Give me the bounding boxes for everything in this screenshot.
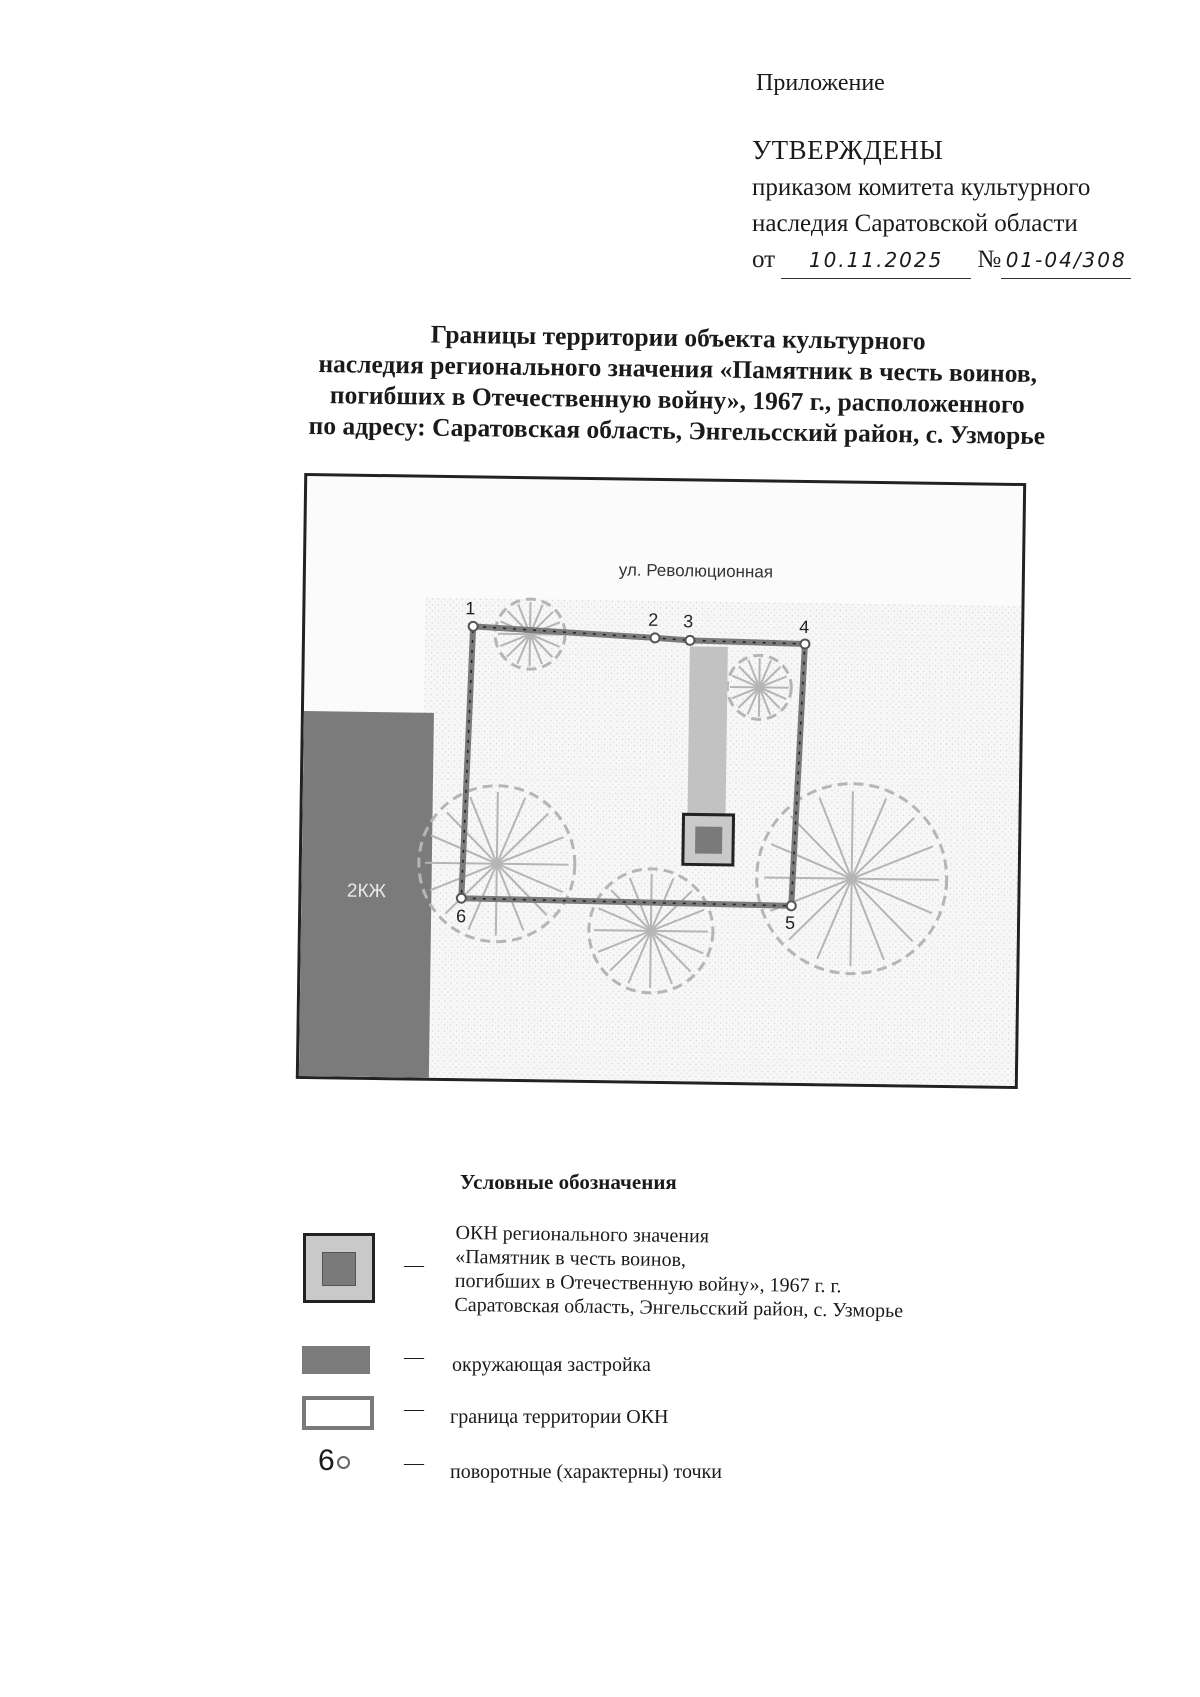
title-line-3: погибших в Отечественную войну», 1967 г., расположенного (329, 380, 1025, 419)
turning-point-5-label: 5 (784, 912, 796, 933)
legend-point-sample: 6 (318, 1444, 335, 1477)
number-prefix: № (977, 246, 1002, 273)
title-line-1: Границы территории объекта культурного (430, 319, 926, 356)
turning-point-4-label: 4 (799, 616, 810, 638)
legend-boundary-text: граница территории ОКН (450, 1406, 669, 1428)
legend-okn-swatch-core (322, 1252, 356, 1286)
legend-dash-3: — (404, 1398, 424, 1420)
turning-point-1-label: 1 (465, 598, 476, 619)
date-prefix: от (752, 246, 776, 273)
number-handwritten: 01-04/308 (1005, 248, 1127, 272)
turning-point-6-marker (457, 894, 466, 903)
site-map-svg (299, 476, 1023, 1086)
legend-point-swatch (318, 1444, 350, 1478)
legend-dash-1: — (404, 1254, 424, 1276)
turning-point-4-marker (800, 639, 809, 648)
approval-block (752, 70, 1172, 279)
date-handwritten: 10.11.2025 (808, 248, 944, 272)
legend-dash-4: — (404, 1452, 424, 1474)
document-title (254, 316, 1101, 452)
legend-okn-line-3: погибших в Отечественную войну», 1967 г. г. (454, 1269, 842, 1298)
date-field (781, 242, 971, 279)
legend-dash-2: — (404, 1346, 424, 1368)
building-label: 2КЖ (346, 880, 387, 903)
street-label: ул. Революционная (618, 560, 774, 582)
legend-point-text: поворотные (характерны) точки (450, 1461, 722, 1483)
point-circle-icon (337, 1456, 350, 1469)
legend-heading: Условные обозначения (460, 1170, 677, 1194)
turning-point-1-marker (469, 622, 478, 631)
order-date-number-row (752, 242, 1172, 279)
legend-okn-text (454, 1221, 904, 1323)
turning-point-3-label: 3 (683, 611, 694, 632)
turning-point-6-label: 6 (455, 906, 467, 927)
approved-label: УТВЕРЖДЕНЫ (752, 135, 944, 165)
monument-core (695, 826, 722, 853)
legend-okn-swatch (303, 1233, 375, 1303)
appendix-label: Приложение (756, 70, 885, 96)
order-line-2: наследия Саратовской области (752, 210, 1078, 237)
number-field (1001, 242, 1131, 279)
title-line-4: по адресу: Саратовская область, Энгельсский район, с. Узморье (308, 410, 1046, 451)
turning-point-3-marker (685, 636, 694, 645)
title-line-2: наследия регионального значения «Памятник в честь воинов, (318, 348, 1038, 389)
legend-building-swatch (302, 1346, 370, 1374)
legend-boundary-swatch (302, 1396, 374, 1430)
legend-building-text: окружающая застройка (452, 1354, 651, 1376)
approach-path (688, 646, 728, 817)
legend-okn-line-2: «Памятник в честь воинов, (455, 1245, 687, 1272)
order-line-1: приказом комитета культурного (752, 174, 1091, 201)
legend-okn-line-1: ОКН регионального значения (455, 1221, 710, 1248)
legend-okn-line-4: Саратовская область, Энгельсский район, с. Узморье (454, 1293, 904, 1323)
site-map (296, 473, 1026, 1089)
turning-point-2-marker (650, 633, 659, 642)
turning-point-5-marker (787, 901, 796, 910)
turning-point-2-label: 2 (648, 609, 659, 630)
